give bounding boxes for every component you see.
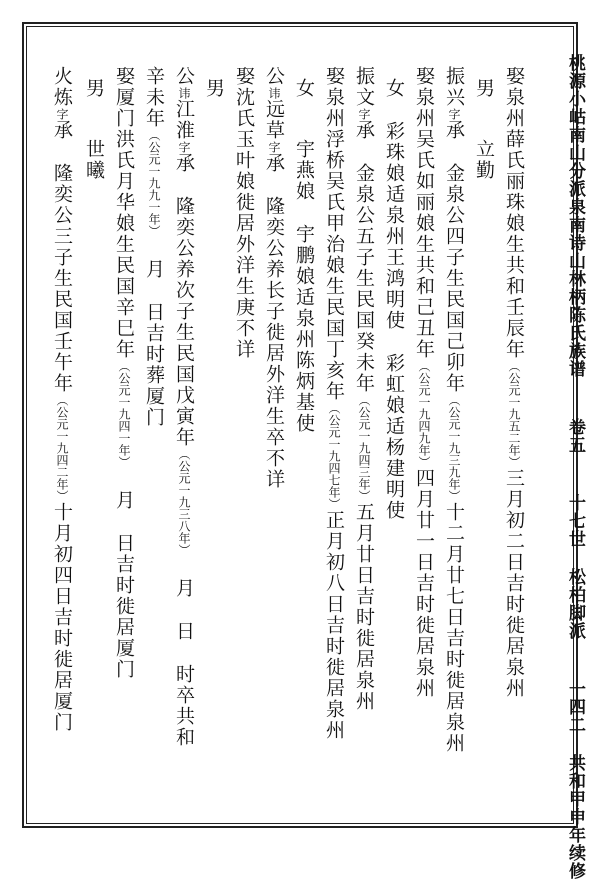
text-segment: 彩珠娘适泉州王鸿明使 [383, 121, 405, 331]
person-name: 振文 [353, 66, 375, 108]
page-header [562, 54, 592, 880]
year-note: （公元一九三八年） [177, 448, 191, 556]
text-segment: 金泉公四子生民国己卯年 [443, 163, 465, 394]
text-segment: 承 [263, 153, 285, 174]
text-segment: 时卒共和 [173, 664, 195, 748]
year-note: （公元一九五二年） [507, 360, 521, 468]
page-number: 一四二 [565, 680, 585, 734]
text-segment: 女 [383, 78, 405, 99]
text-segment: 男 [203, 78, 225, 99]
text-segment: 字 [55, 108, 69, 120]
text-segment: 男 [83, 78, 105, 99]
text-segment: 承 [353, 120, 375, 141]
year-note: （公元一九三九年） [447, 394, 461, 502]
text-segment: 辛未年 [143, 66, 165, 129]
text-segment: 正月初八日吉时徙居泉州 [323, 510, 345, 741]
person-name: 江淮 [173, 99, 195, 141]
text-segment: 十二月廿七日吉时徙居泉州 [443, 502, 465, 754]
text-segment: 三月初二日吉时徙居泉州 [503, 468, 525, 699]
person-name: 振兴 [443, 66, 465, 108]
text-segment: 十月初四日吉时徙居厦门 [51, 502, 73, 733]
year-note: （公元一九四一年） [117, 360, 131, 468]
text-segment: 日 [173, 621, 195, 642]
text-segment: 四月廿一日吉时徙居泉州 [413, 468, 435, 699]
text-segment: 公 [263, 66, 285, 87]
text-segment: 月 [113, 490, 135, 511]
year-note: （公元一九四三年） [357, 394, 371, 502]
volume-label: 卷五 [565, 418, 585, 454]
edition-label: 共和甲申年续修 [565, 754, 585, 880]
text-segment: 承 [173, 153, 195, 174]
person-name: 火炼 [51, 66, 73, 108]
text-segment: 娶厦门洪氏月华娘生民国辛巳年 [113, 66, 135, 360]
text-segment: 娶沈氏玉叶娘徙居外洋生庚不详 [233, 66, 255, 360]
text-segment: 金泉公五子生民国癸未年 [353, 163, 375, 394]
text-segment: 女 [293, 78, 315, 99]
text-segment: 字 [447, 108, 461, 120]
text-segment: 宇鹏娘适泉州陈炳基使 [293, 224, 315, 434]
text-segment: 男 [473, 78, 495, 99]
text-segment: 娶泉州吴氏如丽娘生共和己丑年 [413, 66, 435, 360]
text-segment: 承 [443, 120, 465, 141]
year-note: （公元一九四二年） [55, 394, 69, 502]
text-segment: 字 [267, 141, 281, 153]
text-segment: 承 [51, 120, 73, 141]
text-segment: 娶泉州薛氏丽珠娘生共和壬辰年 [503, 66, 525, 360]
text-segment: 隆奕公三子生民国壬午年 [51, 163, 73, 394]
text-segment: 字 [357, 108, 371, 120]
text-segment: 月 [143, 259, 165, 280]
person-name: 世曦 [83, 139, 105, 181]
text-segment: 隆奕公养次子生民国戊寅年 [173, 196, 195, 448]
text-segment: 娶泉州浮桥吴氏甲治娘生民国丁亥年 [323, 66, 345, 402]
person-name: 立勤 [473, 139, 495, 181]
text-segment: 讳 [267, 87, 281, 99]
year-note: （公元一九九一年） [147, 129, 161, 237]
person-name: 宇燕娘 [293, 139, 315, 202]
text-segment: 讳 [177, 87, 191, 99]
text-segment: 五月廿日吉时徙居泉州 [353, 502, 375, 712]
genealogy-title: 桃源小岵南山分派泉南诗山林柄陈氏族谱 [565, 54, 585, 378]
text-segment: 彩虹娘适杨建明使 [383, 353, 405, 521]
text-segment: 隆奕公养长子徙居外洋生卒不详 [263, 196, 285, 490]
text-segment: 字 [177, 141, 191, 153]
text-column-16 [48, 66, 88, 826]
text-segment: 公 [173, 66, 195, 87]
branch-label: 松柏脚派 [565, 568, 585, 640]
year-note: （公元一九四七年） [327, 402, 341, 510]
year-note: （公元一九四九年） [417, 360, 431, 468]
generation-label: 十七世 [565, 494, 585, 548]
text-segment: 月 [173, 578, 195, 599]
text-segment: 日吉时葬厦门 [143, 302, 165, 428]
person-name: 远草 [263, 99, 285, 141]
text-segment: 日吉时徙居厦门 [113, 533, 135, 680]
